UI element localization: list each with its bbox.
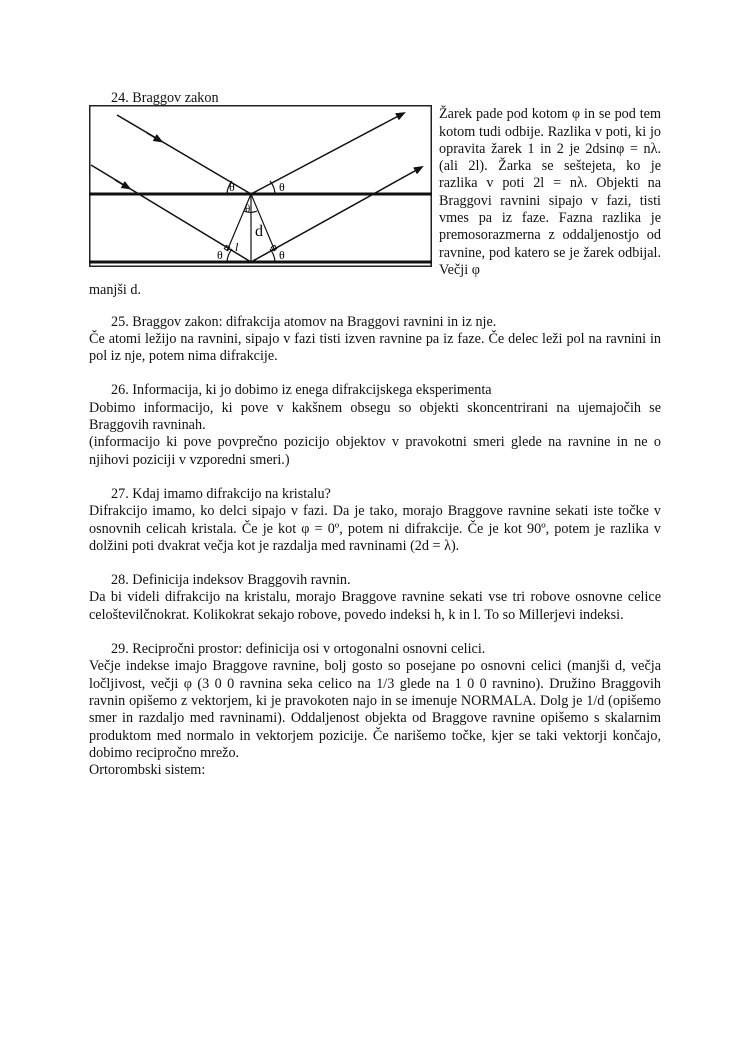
section-body-subheading: Ortorombski sistem: xyxy=(89,762,206,779)
section-body: Difrakcijo imamo, ko delci sipajo v fazi. Da je tako, morajo Braggove ravnine sekati iste točke v osnovnih celicah kristala. Če je kot φ = 0º, potem ni difrakcije. Če je kot 90º, potem je razlika v dolžini poti dvakrat večja kot je razdalja med ravninami (2d = λ). xyxy=(89,503,661,554)
theta-label: θ xyxy=(229,180,235,195)
d-spacing-label: d xyxy=(255,223,263,241)
theta-label: θ xyxy=(245,203,251,216)
theta-label: θ xyxy=(279,248,285,263)
document-page xyxy=(89,90,661,796)
section-27 xyxy=(89,486,661,555)
section-heading: 24. Braggov zakon xyxy=(111,90,219,106)
section-heading: 29. Recipročni prostor: definicija osi v ortogonalni osnovni celici. xyxy=(111,641,486,658)
section-25 xyxy=(89,314,661,366)
section-26 xyxy=(89,382,661,468)
section-29 xyxy=(89,641,661,779)
section-heading: 26. Informacija, ki jo dobimo iz enega difrakcijskega eksperimenta xyxy=(111,382,492,399)
bragg-explanation: Žarek pade pod kotom φ in se pod tem kotom tudi odbije. Razlika v poti, ki jo opravita žarek 1 in 2 je 2dsinφ = nλ. (ali 2l). Žarka se seštejeta, ko je razlika v poti 2l = nλ. Objekti na Braggovi ravnini sipajo v fazi, tisti vmes pa iz faze. Fazna razlika je premosorazmerna z oddaljenostjo od ravnine, pod katero se je žarek odbijal. Večji φ xyxy=(439,106,661,278)
section-heading: 28. Definicija indeksov Braggovih ravnin. xyxy=(111,572,351,589)
section-body-note: (informacijo ki pove povprečno pozicijo objektov v pravokotni smeri glede na ravnine in ne o njihovi poziciji v vzporedni smeri.) xyxy=(89,434,661,468)
path-length-label: l xyxy=(235,240,239,255)
section-heading: 25. Braggov zakon: difrakcija atomov na Braggovi ravnini in iz nje. xyxy=(111,313,497,330)
section-body: Da bi videli difrakcijo na kristalu, morajo Braggove ravnine sekati vse tri robove osnovne celice celoštevilčnokrat. Kolikokrat sekajo robove, povedo indeksi h, k in l. To so Millerjevi indeksi. xyxy=(89,589,661,623)
bragg-figure-block xyxy=(89,90,661,282)
section-24 xyxy=(89,90,661,300)
section-body: Če atomi ležijo na ravnini, sipajo v fazi tisti izven ravnine pa iz faze. Če delec leži pol na ravnini in pol iz nje, potem nima difrakcije. xyxy=(89,330,661,365)
section-body: Dobimo informacijo, ki pove v kakšnem obsegu so objekti skoncentrirani na ujemajočih se Braggovih ravninah. xyxy=(89,399,661,434)
section-heading: 27. Kdaj imamo difrakcijo na kristalu? xyxy=(111,485,331,502)
bragg-explanation-tail: manjši d. xyxy=(89,282,142,299)
section-body: Večje indekse imajo Braggove ravnine, bolj gosto so posejane po osnovni celici (manjši d, večja ločljivost, večji φ (3 0 0 ravnina seka celico na 1/3 glede na 1 0 0 ravnino). Družino Braggovih ravnin opišemo z vektorjem, ki je pravokoten najo in se imenuje NORMALA. Dolg je 1/d (opišemo smer in razdaljo med ravninami). Oddaljenost objekta od Braggove ravnine opišemo s skalarnim produktom med normalo in vektorjem pozicije. Če narišemo točke, kjer se taki vektorji končajo, dobimo recipročno mrežo. xyxy=(89,658,661,761)
theta-label: θ xyxy=(217,248,223,263)
bragg-diffraction-diagram xyxy=(89,105,432,267)
section-28 xyxy=(89,572,661,624)
theta-label: θ xyxy=(279,180,285,195)
